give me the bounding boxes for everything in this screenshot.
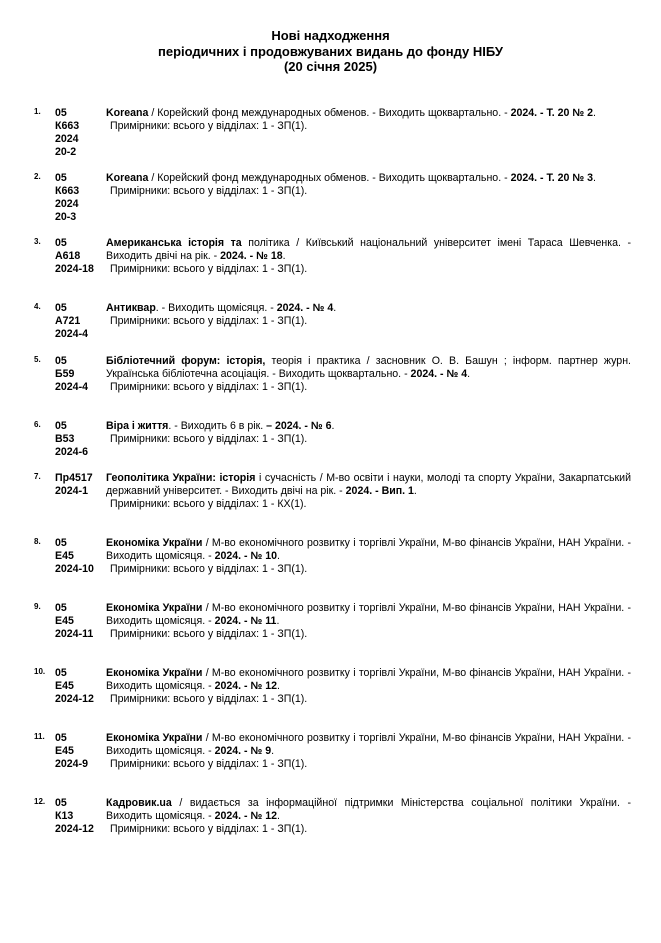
document-title <box>0 28 661 75</box>
call-number-line: 05 <box>55 537 67 549</box>
call-number <box>55 302 105 341</box>
call-number-line: 05 <box>55 667 67 679</box>
bold-text-segment: 2024. - № 10 <box>214 550 278 562</box>
call-number-line: 20-2 <box>55 146 77 158</box>
bold-text-segment: Антиквар <box>106 302 156 314</box>
entry-number: 11. <box>34 732 45 741</box>
call-number-line: 2024 <box>55 198 79 210</box>
call-number <box>55 355 105 394</box>
bold-text-segment: 2024. - № 4 <box>276 302 334 314</box>
entry-number: 9. <box>34 602 41 611</box>
call-number <box>55 537 105 576</box>
call-number-line: Е45 <box>55 615 74 627</box>
copies-info: Примірники: всього у відділах: 1 - ЗП(1). <box>110 433 308 445</box>
entry-number: 6. <box>34 420 41 429</box>
call-number-line: А721 <box>55 315 81 327</box>
call-number-line: 2024 <box>55 133 79 145</box>
entry-description <box>106 667 631 706</box>
copies-info: Примірники: всього у відділах: 1 - КХ(1). <box>110 498 307 510</box>
text-segment: і сучасність / М-во освіти і науки, молоді та спорту України, Закарпатський державний університет. - Виходить двічі на рік. - <box>106 472 631 497</box>
entry-description <box>106 537 631 576</box>
call-number-line: 20-3 <box>55 211 77 223</box>
bibliographic-record <box>106 472 631 498</box>
bibliographic-record <box>106 797 631 823</box>
call-number-line: 2024-4 <box>55 381 88 393</box>
call-number-line: Е45 <box>55 745 74 757</box>
call-number-line: 2024-9 <box>55 758 88 770</box>
bold-text-segment: Економіка України <box>106 537 203 549</box>
call-number-line: А618 <box>55 250 81 262</box>
entry-number: 7. <box>34 472 41 481</box>
text-segment: / Корейский фонд международных обменов. - Виходить щоквартально. - <box>148 107 511 119</box>
text-segment: . - Виходить щомісяця. - <box>155 302 277 314</box>
call-number-line: 05 <box>55 420 67 432</box>
bold-text-segment: 2024. - Т. 20 № 3 <box>510 172 594 184</box>
bold-text-segment: Koreana <box>106 107 149 119</box>
entry-description <box>106 797 631 836</box>
bibliographic-record <box>106 355 631 381</box>
call-number-line: 05 <box>55 107 67 119</box>
call-number-line: Б59 <box>55 368 75 380</box>
text-segment: . - Виходить 6 в рік. <box>168 420 267 432</box>
text-segment: / М-во економічного розвитку і торгівлі України, М-во фінансів України, НАН України. - Виходить щомісяця. - <box>106 732 631 757</box>
call-number <box>55 667 105 706</box>
title-line: (20 січня 2025) <box>283 59 378 74</box>
copies-info: Примірники: всього у відділах: 1 - ЗП(1). <box>110 758 308 770</box>
entry-description <box>106 355 631 394</box>
bold-text-segment: Економіка України <box>106 732 203 744</box>
entry-description <box>106 472 631 511</box>
copies-info: Примірники: всього у відділах: 1 - ЗП(1). <box>110 693 308 705</box>
copies-info: Примірники: всього у відділах: 1 - ЗП(1). <box>110 823 308 835</box>
entry-number: 12. <box>34 797 46 806</box>
text-segment: політика / Київський національний університет імені Тараса Шевченка. - Виходить двічі на рік. - <box>106 237 631 262</box>
call-number-line: 05 <box>55 797 67 809</box>
bold-text-segment: – 2024. - № 6 <box>266 420 332 432</box>
copies-info: Примірники: всього у відділах: 1 - ЗП(1). <box>110 381 308 393</box>
entry-number: 3. <box>34 237 41 246</box>
call-number <box>55 107 105 159</box>
bold-text-segment: Кадровик.ua <box>106 797 172 809</box>
call-number-line: 2024-6 <box>55 446 88 458</box>
call-number <box>55 602 105 641</box>
call-number-line: 2024-4 <box>55 328 88 340</box>
text-segment: . <box>593 172 596 184</box>
entry-number: 10. <box>34 667 46 676</box>
text-segment: . <box>282 250 286 262</box>
call-number-line: 2024-1 <box>55 485 88 497</box>
call-number-line: 2024-12 <box>55 693 94 705</box>
text-segment: . <box>277 680 280 692</box>
call-number-line: 2024-12 <box>55 823 94 835</box>
entry-description <box>106 420 631 446</box>
entry-description <box>106 107 631 133</box>
copies-info: Примірники: всього у відділах: 1 - ЗП(1). <box>110 563 308 575</box>
call-number-line: 05 <box>55 172 67 184</box>
entry-description <box>106 237 631 276</box>
text-segment: / Корейский фонд международных обменов. - Виходить щоквартально. - <box>148 172 511 184</box>
call-number-line: 05 <box>55 732 67 744</box>
call-number <box>55 797 105 836</box>
bold-text-segment: 2024. - № 9 <box>214 745 272 757</box>
bibliographic-record <box>106 172 631 185</box>
text-segment: / видається за інформаційної підтримки Міністерства соціальної політики України. - Виходить щомісяця. - <box>106 797 631 822</box>
call-number <box>55 732 105 771</box>
call-number-line: Е45 <box>55 680 74 692</box>
title-line: періодичних і продовжуваних видань до фонду НІБУ <box>158 43 503 59</box>
bold-text-segment: Геополітика України: історія <box>106 472 256 484</box>
text-segment: / М-во економічного розвитку і торгівлі України, М-во фінансів України, НАН України. - Виходить щомісяця. - <box>106 537 631 562</box>
call-number-line: 05 <box>55 602 67 614</box>
call-number <box>55 237 105 276</box>
bibliographic-record <box>106 237 631 263</box>
bold-text-segment: 2024. - № 4 <box>410 368 468 380</box>
call-number-line: К663 <box>55 185 80 197</box>
call-number-line: 2024-11 <box>55 628 94 640</box>
text-segment: . <box>333 302 337 314</box>
entry-description <box>106 172 631 198</box>
copies-info: Примірники: всього у відділах: 1 - ЗП(1). <box>110 185 308 197</box>
bibliographic-record <box>106 302 631 315</box>
entry-number: 8. <box>34 537 41 546</box>
bold-text-segment: 2024. - Т. 20 № 2 <box>510 107 594 119</box>
bold-text-segment: Бібліотечний форум: історія, <box>106 355 266 367</box>
bold-text-segment: 2024. - № 12 <box>214 680 278 692</box>
entry-description <box>106 302 631 328</box>
bold-text-segment: 2024. - Вип. 1 <box>345 485 414 497</box>
call-number-line: 2024-10 <box>55 563 94 575</box>
text-segment: . <box>413 485 417 497</box>
entry-number: 4. <box>34 302 41 311</box>
call-number-line: 05 <box>55 237 67 249</box>
copies-info: Примірники: всього у відділах: 1 - ЗП(1). <box>110 120 308 132</box>
entry-number: 2. <box>34 172 41 181</box>
bold-text-segment: 2024. - № 12 <box>214 810 278 822</box>
bibliographic-record <box>106 667 631 693</box>
text-segment: / М-во економічного розвитку і торгівлі України, М-во фінансів України, НАН України. - Виходить щомісяця. - <box>106 602 631 627</box>
entry-description <box>106 732 631 771</box>
text-segment: . <box>277 550 280 562</box>
bold-text-segment: Американська історія та <box>106 237 242 249</box>
bibliographic-record <box>106 107 631 120</box>
call-number-line: 2024-18 <box>55 263 94 275</box>
bold-text-segment: Економіка України <box>106 667 203 679</box>
entry-number: 1. <box>34 107 41 116</box>
bibliographic-record <box>106 420 631 433</box>
text-segment: . <box>467 368 471 380</box>
call-number-line: К663 <box>55 120 80 132</box>
bibliographic-record <box>106 732 631 758</box>
text-segment: / М-во економічного розвитку і торгівлі України, М-во фінансів України, НАН України. - Виходить щомісяця. - <box>106 667 631 692</box>
text-segment: . <box>277 810 280 822</box>
bold-text-segment: 2024. - № 11 <box>214 615 277 627</box>
text-segment: . <box>593 107 596 119</box>
entry-number: 5. <box>34 355 41 364</box>
copies-info: Примірники: всього у відділах: 1 - ЗП(1). <box>110 315 308 327</box>
call-number-line: Пр4517 <box>55 472 93 484</box>
copies-info: Примірники: всього у відділах: 1 - ЗП(1). <box>110 263 308 275</box>
call-number-line: В53 <box>55 433 75 445</box>
copies-info: Примірники: всього у відділах: 1 - ЗП(1). <box>110 628 308 640</box>
call-number <box>55 472 105 498</box>
call-number-line: К13 <box>55 810 74 822</box>
text-segment: . <box>271 745 275 757</box>
call-number-line: 05 <box>55 302 67 314</box>
call-number <box>55 420 105 459</box>
call-number-line: Е45 <box>55 550 74 562</box>
text-segment: . <box>331 420 335 432</box>
bibliographic-record <box>106 602 631 628</box>
title-line: Нові надходження <box>271 28 390 43</box>
bibliographic-record <box>106 537 631 563</box>
bold-text-segment: Економіка України <box>106 602 203 614</box>
text-segment: . <box>276 615 280 627</box>
bold-text-segment: Віра і життя <box>106 420 169 432</box>
call-number-line: 05 <box>55 355 67 367</box>
bold-text-segment: Koreana <box>106 172 149 184</box>
call-number <box>55 172 105 224</box>
bold-text-segment: 2024. - № 18 <box>220 250 283 262</box>
entry-description <box>106 602 631 641</box>
text-segment: теорія і практика / засновник О. В. Башун ; інформ. партнер журн. Українська бібліотечна асоціація. - Виходить щоквартально. - <box>106 355 631 380</box>
